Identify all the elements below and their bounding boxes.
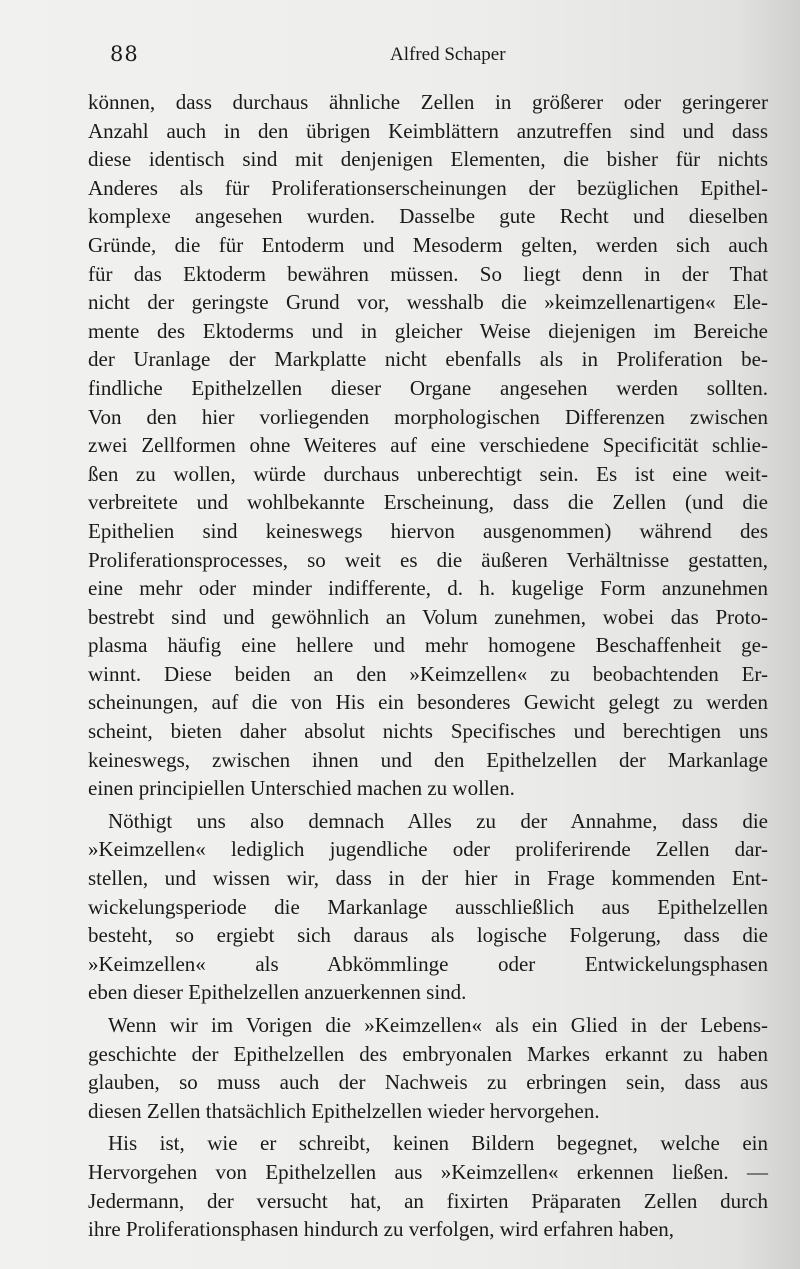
running-head: Alfred Schaper (390, 44, 506, 65)
text-line: glauben, so muss auch der Nachweis zu erbringen sein, dass aus (88, 1070, 768, 1095)
text-line: diese identisch sind mit denjenigen Elementen, die bisher für nichts (88, 147, 768, 172)
text-line: für das Ektoderm bewähren müssen. So liegt denn in der That (88, 261, 768, 286)
page-number: 88 (110, 42, 139, 66)
text-line: einen principiellen Unterschied machen zu wollen. (88, 776, 515, 801)
text-line: können, dass durchaus ähnliche Zellen in größerer oder geringerer (88, 90, 768, 114)
text-line: zwei Zellformen ohne Weiteres auf eine verschiedene Specificität schlie- (88, 433, 768, 458)
text-line: geschichte der Epithelzellen des embryonalen Markes erkannt zu haben (88, 1041, 768, 1066)
paragraph (88, 807, 768, 1007)
text-line: komplexe angesehen wurden. Dasselbe gute Recht und dieselben (88, 204, 768, 229)
text-line: wickelungsperiode die Markanlage ausschließlich aus Epithelzellen (88, 894, 768, 919)
text-line: winnt. Diese beiden an den »Keimzellen« zu beobachtenden Er- (88, 661, 768, 686)
text-line: His ist, wie er schreibt, keinen Bildern begegnet, welche ein (108, 1131, 768, 1156)
body-text (88, 88, 768, 1244)
text-line: Gründe, die für Entoderm und Mesoderm gelten, werden sich auch (88, 232, 768, 257)
text-line: ihre Proliferationsphasen hindurch zu verfolgen, wird erfahren haben, (88, 1217, 675, 1242)
text-line: diesen Zellen thatsächlich Epithelzellen wieder hervorgehen. (88, 1098, 600, 1123)
text-line: Hervorgehen von Epithelzellen aus »Keimzellen« erkennen ließen. — (88, 1159, 768, 1184)
text-line: mente des Ektoderms und in gleicher Weise diejenigen im Bereiche (88, 318, 768, 343)
text-line: keineswegs, zwischen ihnen und den Epithelzellen der Markanlage (88, 747, 768, 772)
text-line: Proliferationsprocesses, so weit es die äußeren Verhältnisse gestatten, (88, 547, 768, 572)
text-line: scheinungen, auf die von His ein besonderes Gewicht gelegt zu werden (88, 690, 768, 715)
text-line: ßen zu wollen, würde durchaus unberechtigt sein. Es ist eine weit- (88, 461, 768, 486)
text-line: scheint, bieten daher absolut nichts Specifisches und berechtigen uns (88, 719, 768, 744)
text-line: Von den hier vorliegenden morphologischen Differenzen zwischen (88, 404, 768, 429)
paragraph (88, 1129, 768, 1243)
text-line: »Keimzellen« als Abkömmlinge oder Entwickelungsphasen (88, 951, 768, 976)
text-line: besteht, so ergiebt sich daraus als logische Folgerung, dass die (88, 923, 768, 948)
text-line: eine mehr oder minder indifferente, d. h. kugelige Form anzunehmen (88, 576, 768, 601)
text-line: findliche Epithelzellen dieser Organe angesehen werden sollten. (88, 375, 768, 400)
page-header (110, 42, 770, 72)
text-line: plasma häufig eine hellere und mehr homogene Beschaffenheit ge- (88, 633, 768, 658)
text-line: Anzahl auch in den übrigen Keimblättern anzutreffen sind und dass (88, 118, 768, 143)
text-line: Wenn wir im Vorigen die »Keimzellen« als ein Glied in der Lebens- (108, 1013, 768, 1037)
text-line: nicht der geringste Grund vor, wesshalb die »keimzellenartigen« Ele- (88, 290, 768, 315)
text-line: bestrebt sind und gewöhnlich an Volum zunehmen, wobei das Proto- (88, 604, 768, 629)
text-line: verbreitete und wohlbekannte Erscheinung, dass die Zellen (und die (88, 490, 768, 515)
text-line: der Uranlage der Markplatte nicht ebenfalls als in Proliferation be- (88, 347, 768, 372)
text-line: stellen, und wissen wir, dass in der hier in Frage kommenden Ent- (88, 866, 768, 891)
text-line: Anderes als für Proliferationserscheinungen der bezüglichen Epithel- (88, 175, 768, 200)
paragraph (88, 88, 768, 803)
text-line: eben dieser Epithelzellen anzuerkennen sind. (88, 980, 467, 1005)
paragraph (88, 1011, 768, 1125)
text-line: »Keimzellen« lediglich jugendliche oder proliferirende Zellen dar- (88, 837, 768, 862)
text-line: Epithelien sind keineswegs hiervon ausgenommen) während des (88, 518, 768, 543)
text-line: Jedermann, der versucht hat, an fixirten Präparaten Zellen durch (88, 1188, 768, 1213)
text-line: Nöthigt uns also demnach Alles zu der Annahme, dass die (108, 808, 768, 833)
